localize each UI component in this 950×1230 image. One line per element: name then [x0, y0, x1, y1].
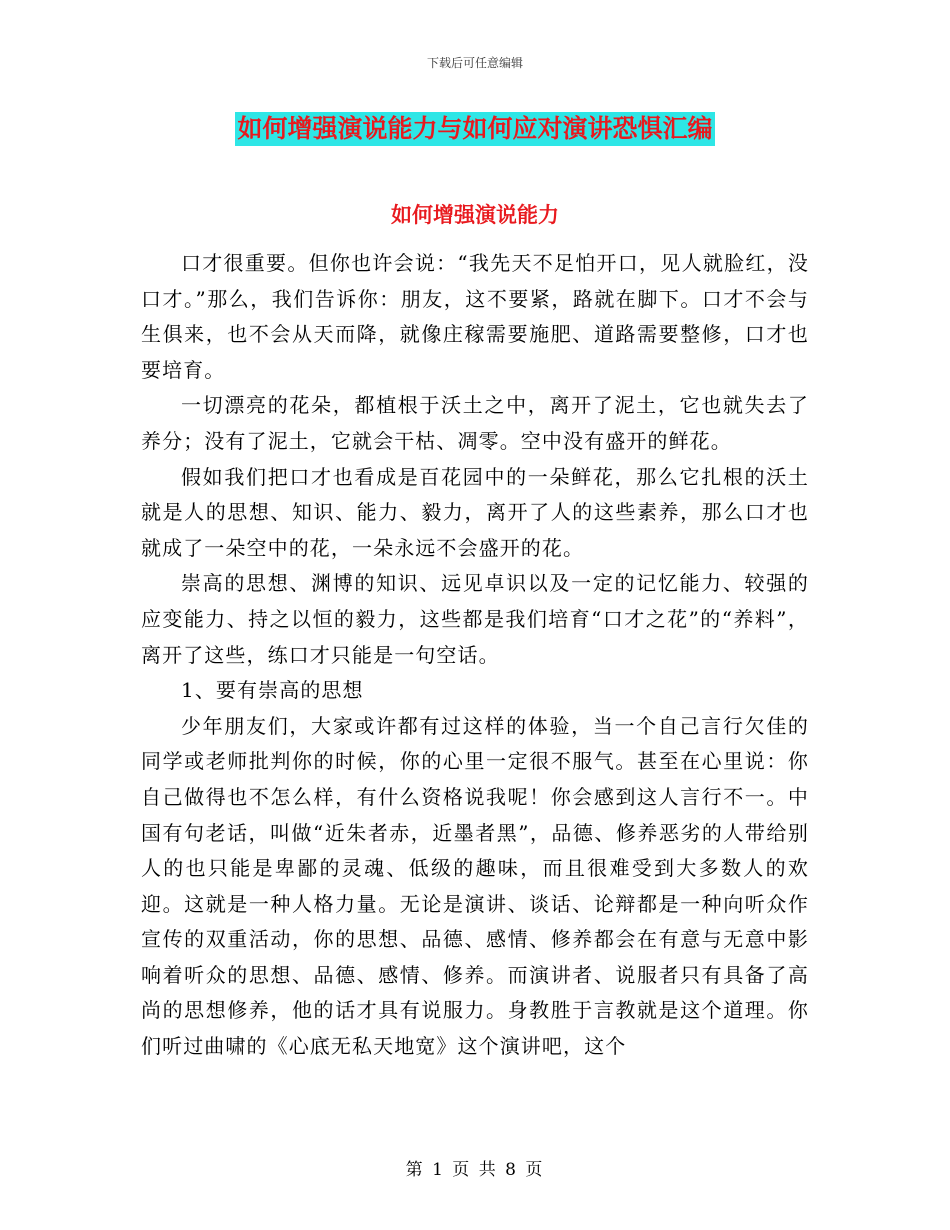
paragraph: 少年朋友们，大家或许都有过这样的体验，当一个自己言行欠佳的同学或老师批判你的时候，你的心里一定很不服气。甚至在心里说：你自己做得也不怎么样，有什么资格说我呢！你会感到这人言行不一。中国有句老话，叫做“近朱者赤，近墨者黑”，品德、修养恶劣的人带给别人的也只能是卑鄙的灵魂、低级的趣味，而且很难受到大多数人的欢迎。这就是一种人格力量。无论是演讲、谈话、论辩都是一种向听众作宣传的双重活动，你的思想、品德、感情、修养都会在有意与无意中影响着听众的思想、品德、感情、修养。而演讲者、说服者只有具备了高尚的思想修养，他的话才具有说服力。身教胜于言教就是这个道理。你们听过曲啸的《心底无私天地宽》这个演讲吧，这个: [141, 713, 809, 1059]
paragraph: 假如我们把口才也看成是百花园中的一朵鲜花，那么它扎根的沃土就是人的思想、知识、能力、毅力，离开了人的这些素养，那么口才也就成了一朵空中的花，一朵永远不会盛开的花。: [141, 464, 809, 560]
section-title: 如何增强演说能力: [391, 202, 559, 227]
paragraph: 口才很重要。但你也许会说：“我先天不足怕开口，见人就脸红，没口才。”那么，我们告诉你：朋友，这不要紧，路就在脚下。口才不会与生俱来，也不会从天而降，就像庄稼需要施肥、道路需要整修，口才也要培育。: [141, 251, 809, 382]
header-note: 下载后可任意编辑: [426, 56, 523, 70]
document-title: 如何增强演说能力与如何应对演讲恐惧汇编: [235, 112, 714, 146]
paragraph: 一切漂亮的花朵，都植根于沃土之中，离开了泥土，它也就失去了养分；没有了泥土，它就会干枯、凋零。空中没有盛开的鲜花。: [141, 393, 809, 453]
subheading: 1、要有崇高的思想: [181, 678, 364, 703]
document-body: [141, 246, 809, 1065]
paragraph: 崇高的思想、渊博的知识、远见卓识以及一定的记忆能力、较强的应变能力、持之以恒的毅力，这些都是我们培育“口才之花”的“养料”，离开了这些，练口才只能是一句空话。: [141, 571, 809, 667]
document-title-wrap: [0, 112, 950, 146]
page-number: 第 1 页 共 8 页: [405, 1160, 545, 1180]
